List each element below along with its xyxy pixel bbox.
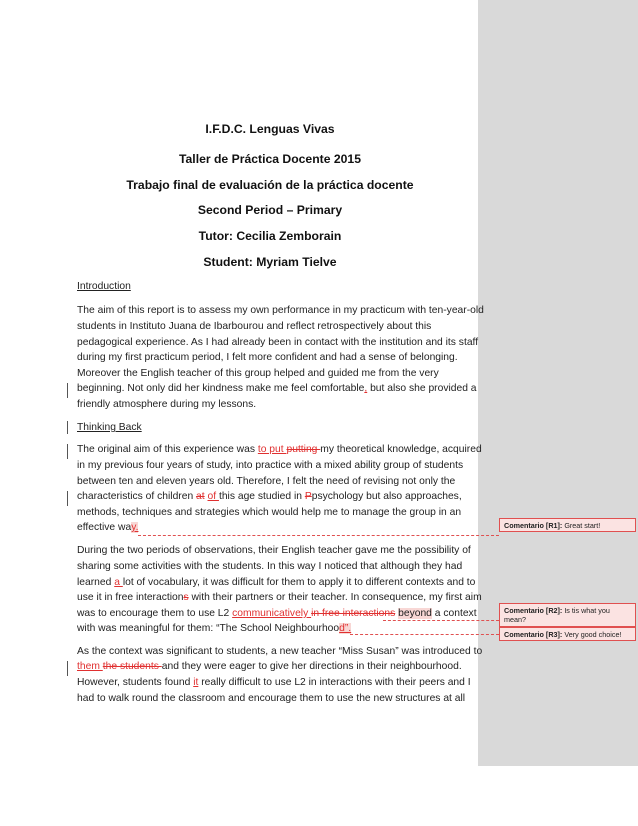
comment-text: Is tis what you mean? xyxy=(504,606,610,624)
thinking-line: effective way. xyxy=(77,522,139,533)
inserted-text: communicatively xyxy=(232,608,312,619)
observation-line: with was meaningful for them: “The School Neighbourhood”. xyxy=(77,623,352,634)
intro-line: The aim of this report is to assess my own performance in my practicum with ten-year-old xyxy=(77,305,484,316)
commented-text: beyond xyxy=(398,608,432,619)
inserted-text: to put xyxy=(257,444,287,455)
inserted-text: a xyxy=(114,577,123,588)
heading-thinking-back: Thinking Back xyxy=(77,422,142,433)
thinking-line: methods, techniques and strategies which would help me to manage the group in an xyxy=(77,507,462,518)
title-institution: I.F.D.C. Lenguas Vivas xyxy=(205,122,335,136)
comment-margin-pane xyxy=(478,0,638,766)
inserted-text: , xyxy=(364,383,368,394)
thinking-line: characteristics of children at of this age studied in Ppsychology but also approaches, xyxy=(77,491,462,502)
observation-line: learned a lot of vocabulary, it was difficult for them to apply it to different contexts and to xyxy=(77,577,476,588)
comment-balloon[interactable] xyxy=(499,518,636,532)
title-report: Trabajo final de evaluación de la práctica docente xyxy=(126,178,414,192)
intro-line: Moreover the English teacher of this group helped and guided me from the very xyxy=(77,368,439,379)
commented-text: d”. xyxy=(339,623,352,634)
inserted-text: of xyxy=(207,491,219,502)
deleted-text: in free interactions xyxy=(311,608,396,619)
inserted-text: them xyxy=(77,661,103,672)
intro-line: friendly atmosphere during my lessons. xyxy=(77,399,257,410)
observation-line: sharing some activities with the students. In this way I noticed that although they had xyxy=(77,561,463,572)
title-student: Student: Myriam Tielve xyxy=(203,255,337,269)
context-line: As the context was significant to students, a new teacher “Miss Susan” was introduced to xyxy=(77,646,483,657)
margin-pane-bottom xyxy=(478,766,638,826)
heading-introduction: Introduction xyxy=(77,281,131,292)
intro-line: beginning. Not only did her kindness make me feel comfortable, but also she provided a xyxy=(77,383,477,394)
change-bar xyxy=(67,444,68,459)
comment-balloon[interactable] xyxy=(499,603,636,627)
observation-line: was to encourage them to use L2 communicatively in free interactions beyond a context xyxy=(77,608,477,619)
deleted-text: at xyxy=(196,491,205,502)
commented-text: y. xyxy=(131,522,139,533)
deleted-text: putting xyxy=(286,444,321,455)
context-line: had to walk round the classroom and encourage them to use the new structures at all xyxy=(77,693,466,704)
thinking-line: between ten and eleven years old. Therefore, I felt the need of revising not only the xyxy=(77,476,456,487)
context-line: However, students found it really difficult to use L2 in interactions with their peers and I xyxy=(77,677,471,688)
title-tutor: Tutor: Cecilia Zemborain xyxy=(198,229,342,243)
intro-line: pedagogical experience. As I had already been in contact with the institution and its staff xyxy=(77,337,479,348)
context-line: them the students and they were eager to give her directions in their neighbourhood. xyxy=(77,661,462,672)
comment-text: Very good choice! xyxy=(564,630,622,639)
comment-balloon[interactable] xyxy=(499,627,636,641)
thinking-line: in my previous four years of study, into practice with a mixed ability group of students xyxy=(77,460,464,471)
comment-text: Great start! xyxy=(564,521,601,530)
change-bar xyxy=(67,491,68,506)
intro-line: during my first practicum period, I felt more confident and had a sense of belonging. xyxy=(77,352,458,363)
deleted-text: s xyxy=(183,592,189,603)
observation-line: During the two periods of observations, their English teacher gave me the possibility of xyxy=(77,545,471,556)
thinking-line: The original aim of this experience was to put putting my theoretical knowledge, acquired xyxy=(77,444,482,455)
comment-label: Comentario [R2]: xyxy=(504,606,563,615)
comment-label: Comentario [R1]: xyxy=(504,521,563,530)
comment-label: Comentario [R3]: xyxy=(504,630,563,639)
deleted-text: P xyxy=(304,491,312,502)
inserted-text: it xyxy=(193,677,199,688)
title-workshop: Taller de Práctica Docente 2015 xyxy=(178,152,361,166)
change-bar xyxy=(67,421,68,434)
change-bar xyxy=(67,661,68,676)
intro-line: students in Instituto Juana de Ibarbourou and reflect retrospectively about this xyxy=(77,321,432,332)
observation-line: use it in free interactions with their partners or their teacher. In consequence, my first aim xyxy=(77,592,482,603)
comment-connector xyxy=(350,634,499,635)
change-bar xyxy=(67,383,68,398)
comment-connector xyxy=(138,535,499,536)
title-period: Second Period – Primary xyxy=(197,203,343,217)
deleted-text: the students xyxy=(102,661,162,672)
comment-connector xyxy=(383,620,499,621)
